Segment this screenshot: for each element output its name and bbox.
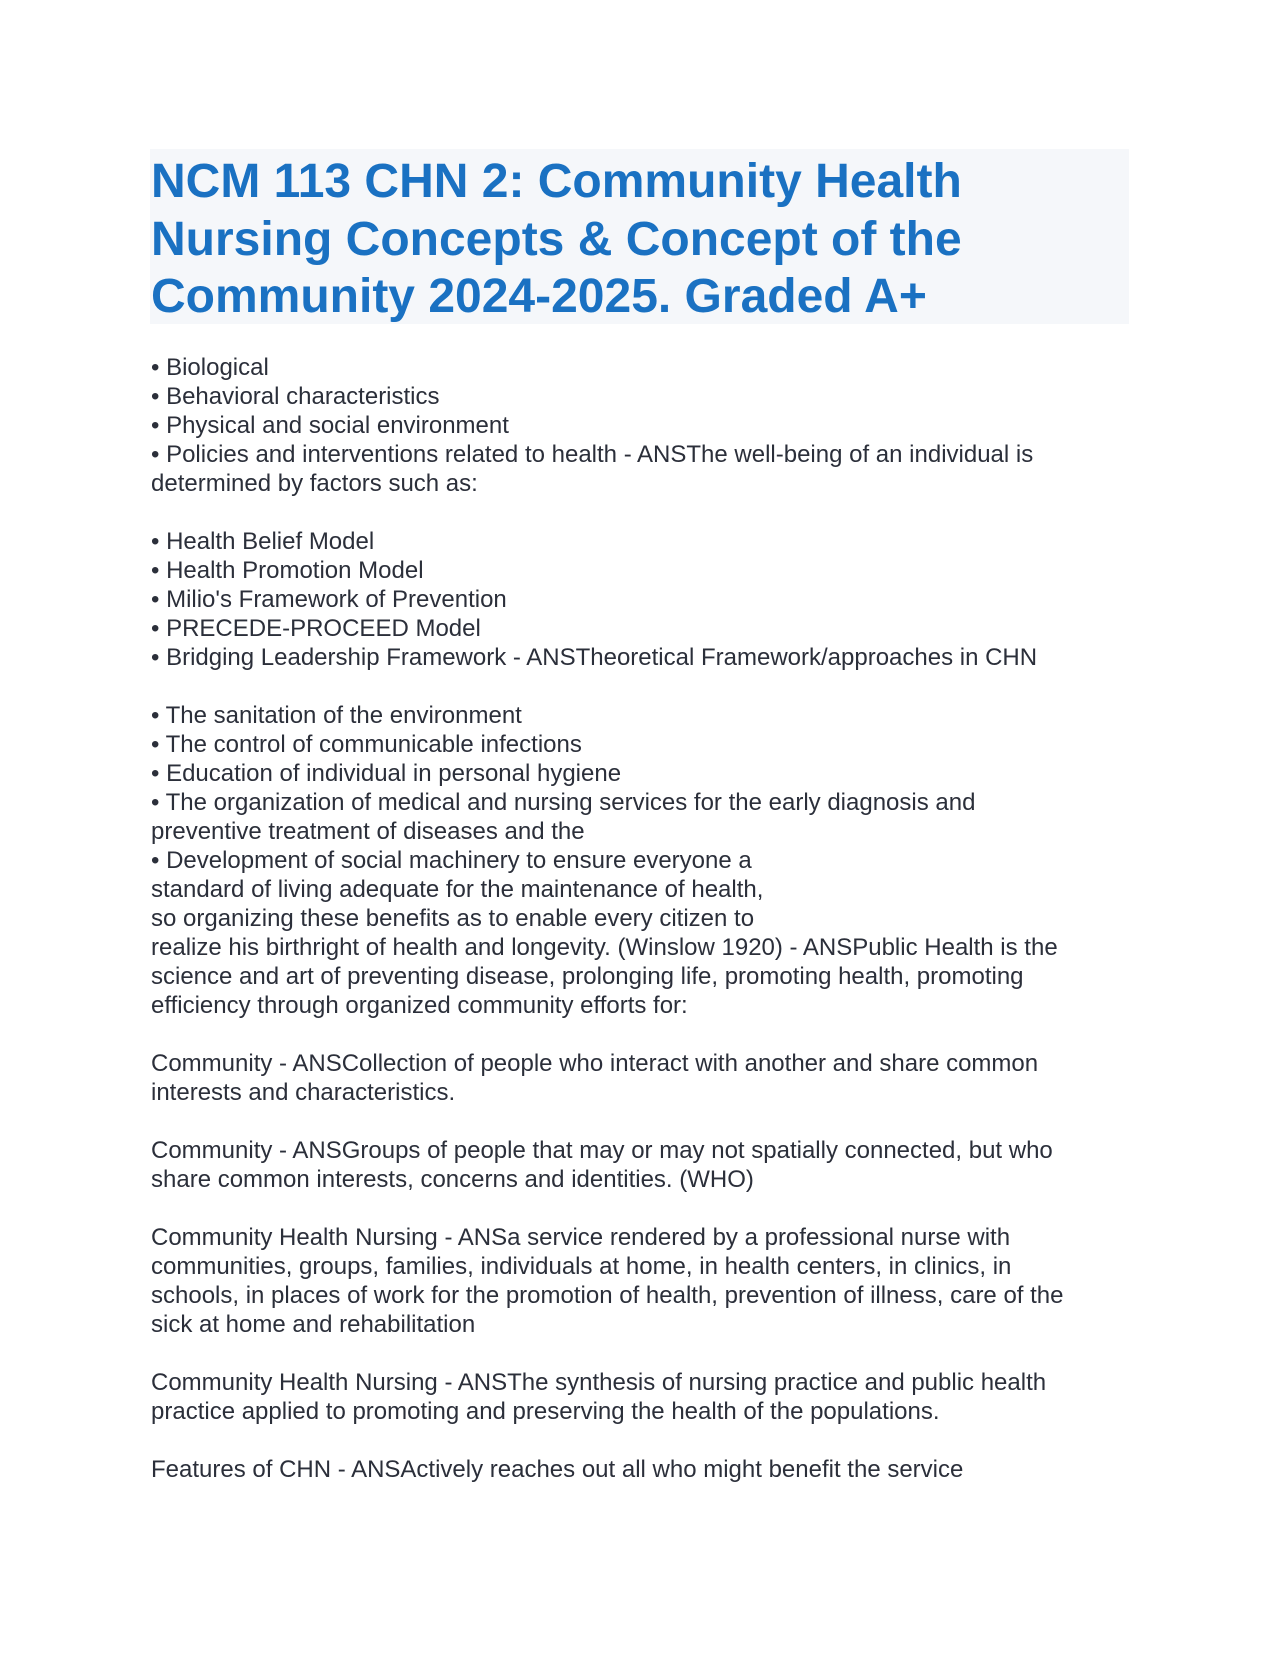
title-line: NCM 113 CHN 2: Community Health: [151, 155, 962, 208]
text-line: so organizing these benefits as to enable every citizen to: [151, 905, 755, 932]
text-line: • PRECEDE-PROCEED Model: [151, 615, 481, 642]
paragraph-gap: [151, 1426, 1131, 1455]
text-line: • The organization of medical and nursing services for the early diagnosis and: [151, 789, 976, 816]
document-body: [151, 353, 1131, 1484]
paragraph-block: [151, 1136, 1131, 1194]
text-line: interests and characteristics.: [151, 1079, 456, 1106]
text-line: schools, in places of work for the promotion of health, prevention of illness, care of the: [151, 1282, 1064, 1309]
text-line: practice applied to promoting and preserving the health of the populations.: [151, 1398, 940, 1425]
paragraph-gap: [151, 498, 1131, 527]
text-line: • The control of communicable infections: [151, 731, 582, 758]
title-line: Community 2024-2025. Graded A+: [151, 270, 927, 323]
text-line: • Policies and interventions related to health - ANSThe well-being of an individual is: [151, 441, 1034, 468]
paragraph-block: [151, 1455, 1131, 1484]
text-line: efficiency through organized community efforts for:: [151, 992, 688, 1019]
paragraph-block: [151, 1049, 1131, 1107]
title-line: Nursing Concepts & Concept of the: [151, 212, 962, 266]
text-line: science and art of preventing disease, prolonging life, promoting health, promoting: [151, 963, 1024, 990]
title-banner: [150, 149, 1129, 324]
text-line: Community Health Nursing - ANSa service rendered by a professional nurse with: [151, 1224, 1011, 1251]
text-line: • Bridging Leadership Framework - ANSTheoretical Framework/approaches in CHN: [151, 644, 1038, 671]
text-line: • Health Belief Model: [151, 528, 375, 555]
paragraph-block: [151, 701, 1131, 1020]
paragraph-gap: [151, 1194, 1131, 1223]
text-line: communities, groups, families, individuals at home, in health centers, in clinics, in: [151, 1253, 1012, 1280]
text-line: determined by factors such as:: [151, 470, 478, 497]
paragraph-gap: [151, 1339, 1131, 1368]
text-line: • Development of social machinery to ensure everyone a: [151, 847, 752, 874]
paragraph-block: [151, 353, 1131, 498]
text-line: • Education of individual in personal hygiene: [151, 760, 622, 787]
text-line: sick at home and rehabilitation: [151, 1311, 476, 1338]
paragraph-block: [151, 1368, 1131, 1426]
text-line: share common interests, concerns and identities. (WHO): [151, 1166, 754, 1193]
paragraph-gap: [151, 1020, 1131, 1049]
text-line: • Milio's Framework of Prevention: [151, 586, 507, 613]
text-line: Community - ANSGroups of people that may or may not spatially connected, but who: [151, 1137, 1053, 1164]
text-line: • Physical and social environment: [151, 412, 509, 439]
paragraph-gap: [151, 672, 1131, 701]
text-line: Community Health Nursing - ANSThe synthesis of nursing practice and public health: [151, 1369, 1047, 1396]
text-line: preventive treatment of diseases and the: [151, 818, 585, 845]
document-title: [151, 153, 1129, 326]
text-line: • The sanitation of the environment: [151, 702, 522, 729]
text-line: realize his birthright of health and longevity. (Winslow 1920) - ANSPublic Health is the: [151, 934, 1058, 961]
text-line: • Behavioral characteristics: [151, 383, 440, 410]
text-line: Features of CHN - ANSActively reaches out all who might benefit the service: [151, 1456, 964, 1483]
text-line: • Biological: [151, 354, 269, 381]
paragraph-gap: [151, 1107, 1131, 1136]
paragraph-block: [151, 1223, 1131, 1339]
text-line: • Health Promotion Model: [151, 557, 424, 584]
text-line: Community - ANSCollection of people who interact with another and share common: [151, 1050, 1039, 1077]
text-line: standard of living adequate for the maintenance of health,: [151, 876, 764, 903]
paragraph-block: [151, 527, 1131, 672]
